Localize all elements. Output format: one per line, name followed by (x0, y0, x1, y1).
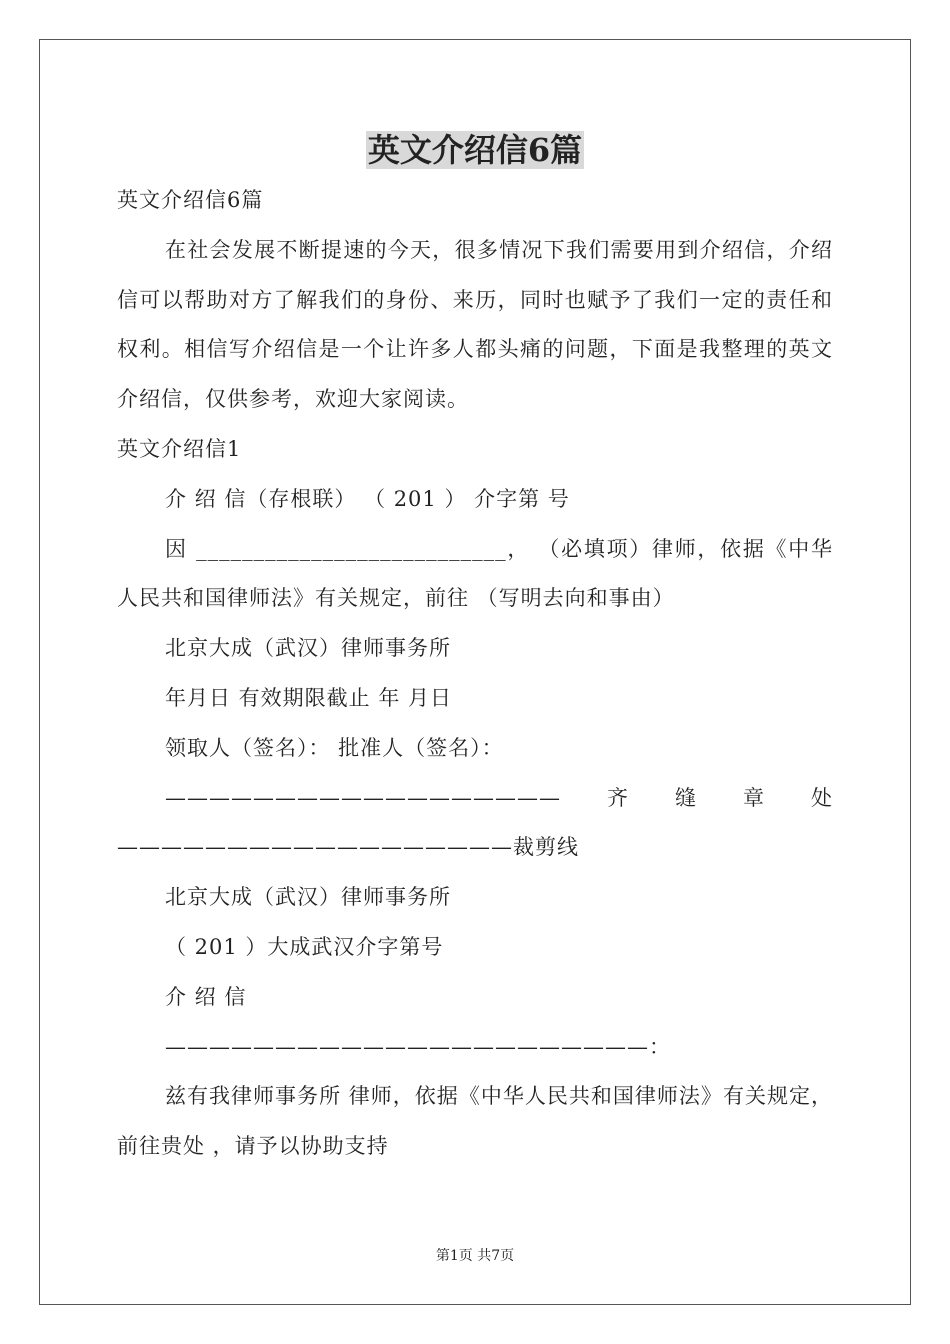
document-subtitle: 英文介绍信6篇 (117, 188, 264, 212)
letter-number-line: （ 201 ）大成武汉介字第号 (165, 934, 444, 959)
intro-paragraph: 在社会发展不断提速的今天，很多情况下我们需要用到介绍信，介绍信可以帮助对方了解我们的身份、来历，同时也赋予了我们一定的责任和权利。相信写介绍信是一个让许多人都头痛的问题，下面是我整理的英文介绍信，仅供参考，欢迎大家阅读。 (117, 237, 833, 412)
recipient-line: ——————————————————————： (165, 1034, 671, 1059)
because-paragraph: 因 ___________________________， （必填项）律师，依据《中华人民共和国律师法》有关规定，前往 （写明去向和事由） (117, 536, 833, 611)
document-title-text: 英文介绍信6篇 (367, 131, 583, 169)
stub-line: 介 绍 信（存根联） （ 201 ） 介字第 号 (165, 486, 570, 511)
seam-cut-line: ——————————————————齐缝章处——————————————————裁剪线 (117, 785, 833, 860)
document-title (0, 128, 950, 172)
document-body (117, 176, 833, 1172)
letter-body-paragraph: 兹有我律师事务所 律师，依据《中华人民共和国律师法》有关规定，前往贵处 ，请予以协助支持 (117, 1084, 833, 1159)
letter-1-heading: 英文介绍信1 (117, 436, 242, 461)
law-firm-name-2: 北京大成（武汉）律师事务所 (165, 885, 451, 910)
validity-date-line: 年月日 有效期限截止 年 月日 (165, 685, 453, 710)
signature-line: 领取人（签名）： 批准人（签名）： (165, 735, 504, 760)
letter-title: 介 绍 信 (165, 984, 247, 1009)
page-footer (0, 1246, 950, 1266)
page-indicator: 第1页 共7页 (435, 1248, 515, 1264)
law-firm-name: 北京大成（武汉）律师事务所 (165, 636, 451, 661)
